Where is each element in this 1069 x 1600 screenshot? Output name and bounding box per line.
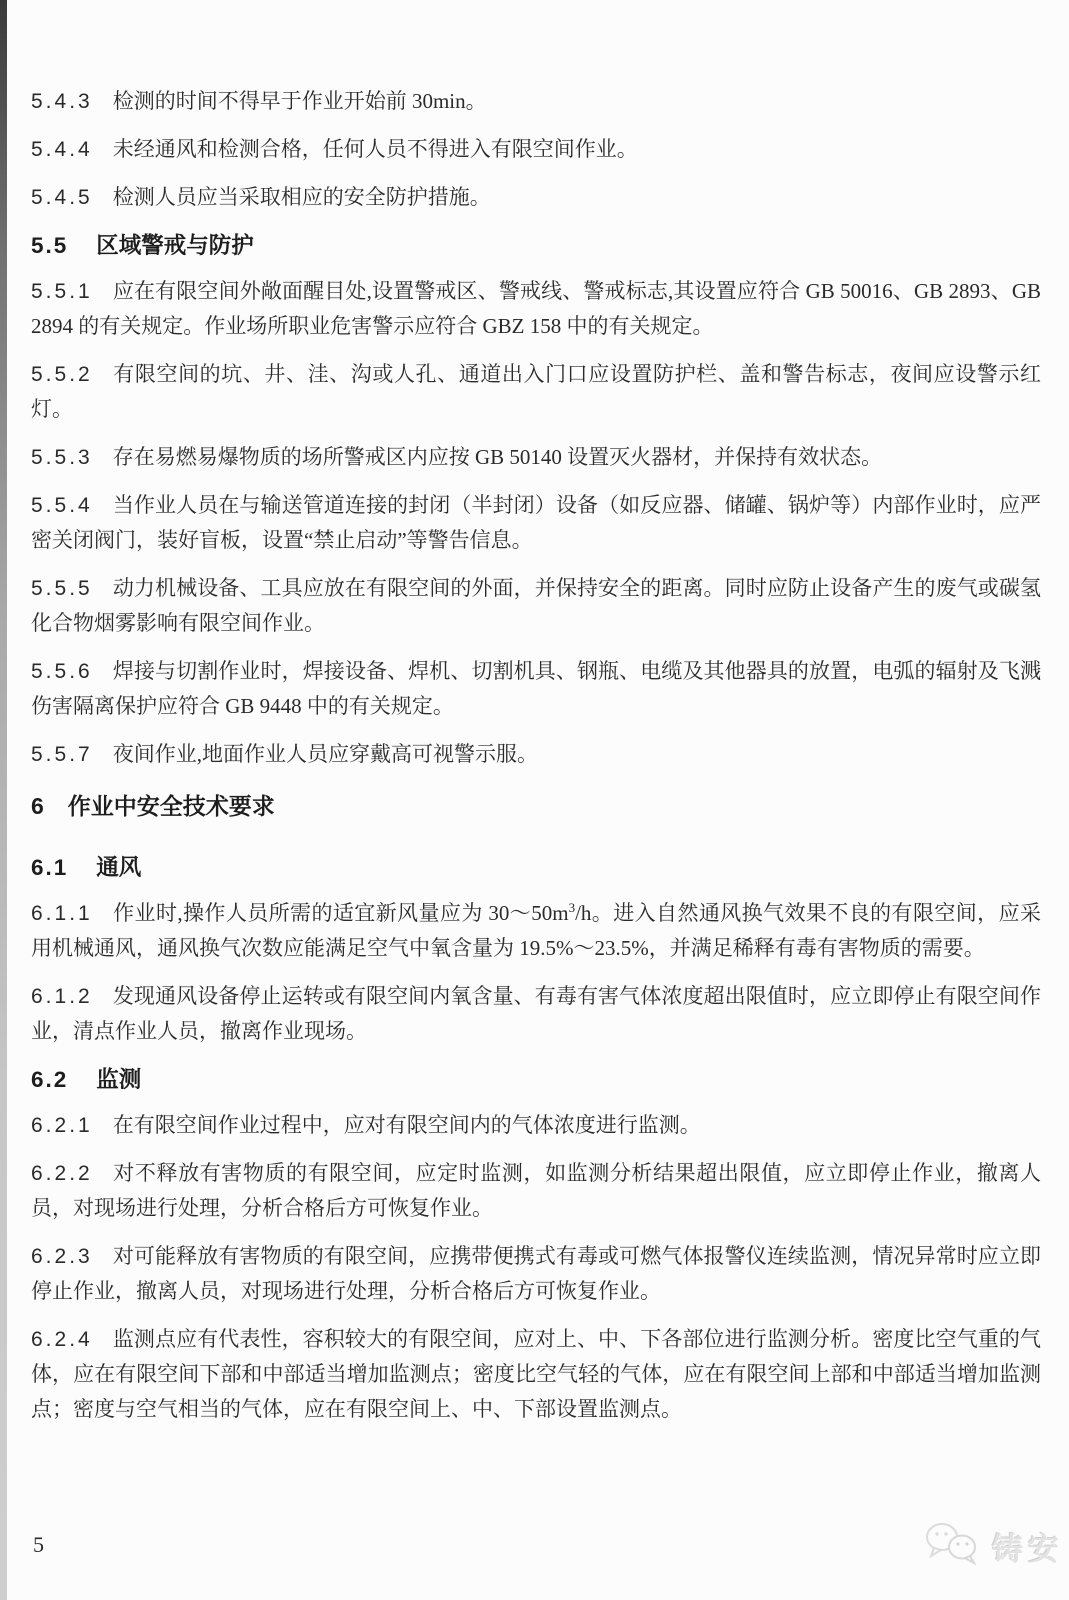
- clause-text: 夜间作业,地面作业人员应穿戴高可视警示服。: [112, 742, 538, 766]
- chapter-heading-6: [31, 788, 1041, 824]
- clause-number: 5.5.6: [31, 660, 93, 683]
- clause-6-1-2: [31, 979, 1041, 1049]
- clause-number: 5.5.3: [31, 446, 93, 469]
- clause-text: 监测点应有代表性，容积较大的有限空间，应对上、中、下各部位进行监测分析。密度比空气重的气体，应在有限空间下部和中部适当增加监测点；密度比空气轻的气体，应在有限空间上部和中部适当增加监测点；密度与空气相当的气体，应在有限空间上、中、下部设置监测点。: [31, 1327, 1041, 1421]
- clause-number: 6.2.4: [31, 1328, 93, 1351]
- clause-6-2-1: [31, 1108, 1041, 1143]
- section-heading-6-2: [31, 1062, 1041, 1098]
- clause-5-4-5: [31, 180, 1041, 215]
- watermark: [922, 1519, 1064, 1574]
- clause-6-1-1: [31, 896, 1041, 966]
- clause-5-5-4: [31, 488, 1041, 558]
- section-number: 5.5: [31, 233, 69, 258]
- section-heading-6-1: [31, 850, 1041, 886]
- clause-text: 动力机械设备、工具应放在有限空间的外面，并保持安全的距离。同时应防止设备产生的废气或碳氢化合物烟雾影响有限空间作业。: [31, 576, 1041, 635]
- superscript-cubed: 3: [568, 900, 576, 915]
- clause-5-4-3: [31, 84, 1041, 119]
- clause-5-5-3: [31, 440, 1041, 475]
- clause-6-2-4: [31, 1322, 1041, 1427]
- clause-number: 6.1.2: [31, 985, 93, 1008]
- clause-5-5-6: [31, 654, 1041, 724]
- clause-5-4-4: [31, 132, 1041, 167]
- chapter-title: 作业中安全技术要求: [67, 793, 275, 819]
- clause-number: 5.5.4: [31, 494, 93, 517]
- clause-text: 对不释放有害物质的有限空间，应定时监测，如监测分析结果超出限值，应立即停止作业，撤离人员，对现场进行处理，分析合格后方可恢复作业。: [31, 1161, 1041, 1220]
- clause-text: 焊接与切割作业时，焊接设备、焊机、切割机具、钢瓶、电缆及其他器具的放置，电弧的辐射及飞溅伤害隔离保护应符合 GB 9448 中的有关规定。: [31, 659, 1041, 718]
- clause-text: 存在易燃易爆物质的场所警戒区内应按 GB 50140 设置灭火器材，并保持有效状态。: [112, 445, 883, 469]
- section-title: 通风: [96, 855, 142, 880]
- document-body: [31, 84, 1041, 1440]
- clause-number: 5.5.5: [31, 577, 93, 600]
- clause-text: 作业时,操作人员所需的适宜新风量应为 30～50m: [112, 901, 569, 925]
- clause-text: 检测的时间不得早于作业开始前 30min。: [112, 89, 487, 113]
- watermark-label: 铸安: [992, 1532, 1064, 1567]
- clause-text: 当作业人员在与输送管道连接的封闭（半封闭）设备（如反应器、储罐、锅炉等）内部作业时，应严密关闭阀门，装好盲板，设置“禁止启动”等警告信息。: [31, 493, 1041, 552]
- clause-number: 6.2.1: [31, 1114, 93, 1137]
- section-heading-5-5: [31, 228, 1041, 264]
- clause-text: 有限空间的坑、井、洼、沟或人孔、通道出入门口应设置防护栏、盖和警告标志，夜间应设警示红灯。: [31, 362, 1041, 421]
- clause-text: 对可能释放有害物质的有限空间，应携带便携式有毒或可燃气体报警仪连续监测，情况异常时应立即停止作业，撤离人员，对现场进行处理，分析合格后方可恢复作业。: [31, 1244, 1041, 1303]
- section-number: 6.1: [31, 855, 69, 880]
- clause-6-2-3: [31, 1239, 1041, 1309]
- clause-number: 5.4.3: [31, 90, 93, 113]
- section-title: 区域警戒与防护: [96, 233, 254, 258]
- clause-5-5-1: [31, 274, 1041, 344]
- clause-number: 6.2.2: [31, 1162, 93, 1185]
- clause-5-5-2: [31, 357, 1041, 427]
- page-number: 5: [33, 1532, 44, 1557]
- clause-number: 5.4.5: [31, 186, 93, 209]
- clause-6-2-2: [31, 1156, 1041, 1226]
- clause-text: 检测人员应当采取相应的安全防护措施。: [112, 185, 491, 209]
- clause-text: 发现通风设备停止运转或有限空间内氧含量、有毒有害气体浓度超出限值时，应立即停止有限空间作业，清点作业人员，撤离作业现场。: [31, 984, 1041, 1043]
- section-number: 6.2: [31, 1067, 69, 1092]
- clause-number: 5.5.1: [31, 280, 93, 303]
- clause-number: 5.5.7: [31, 743, 93, 766]
- clause-number: 5.4.4: [31, 138, 93, 161]
- clause-number: 6.2.3: [31, 1245, 93, 1268]
- clause-5-5-7: [31, 737, 1041, 772]
- clause-text: 应在有限空间外敞面醒目处,设置警戒区、警戒线、警戒标志,其设置应符合 GB 50016、GB 2893、GB 2894 的有关规定。作业场所职业危害警示应符合 GBZ 158 中的有关规定。: [31, 279, 1041, 338]
- clause-number: 5.5.2: [31, 363, 93, 386]
- chapter-number: 6: [31, 793, 46, 819]
- clause-number: 6.1.1: [31, 902, 93, 925]
- scan-edge-shadow: [0, 0, 7, 1600]
- clause-5-5-5: [31, 571, 1041, 641]
- clause-text: 在有限空间作业过程中，应对有限空间内的气体浓度进行监测。: [112, 1113, 701, 1137]
- clause-text: /h。进入自然通风换气效果不良的有限空间，应采用机械通风，通风换气次数应能满足空气中氧含量为 19.5%～23.5%，并满足稀释有毒有害物质的需要。: [31, 901, 1041, 960]
- section-title: 监测: [96, 1067, 142, 1092]
- clause-text: 未经通风和检测合格，任何人员不得进入有限空间作业。: [112, 137, 638, 161]
- wechat-chat-bubbles-icon: [922, 1519, 984, 1574]
